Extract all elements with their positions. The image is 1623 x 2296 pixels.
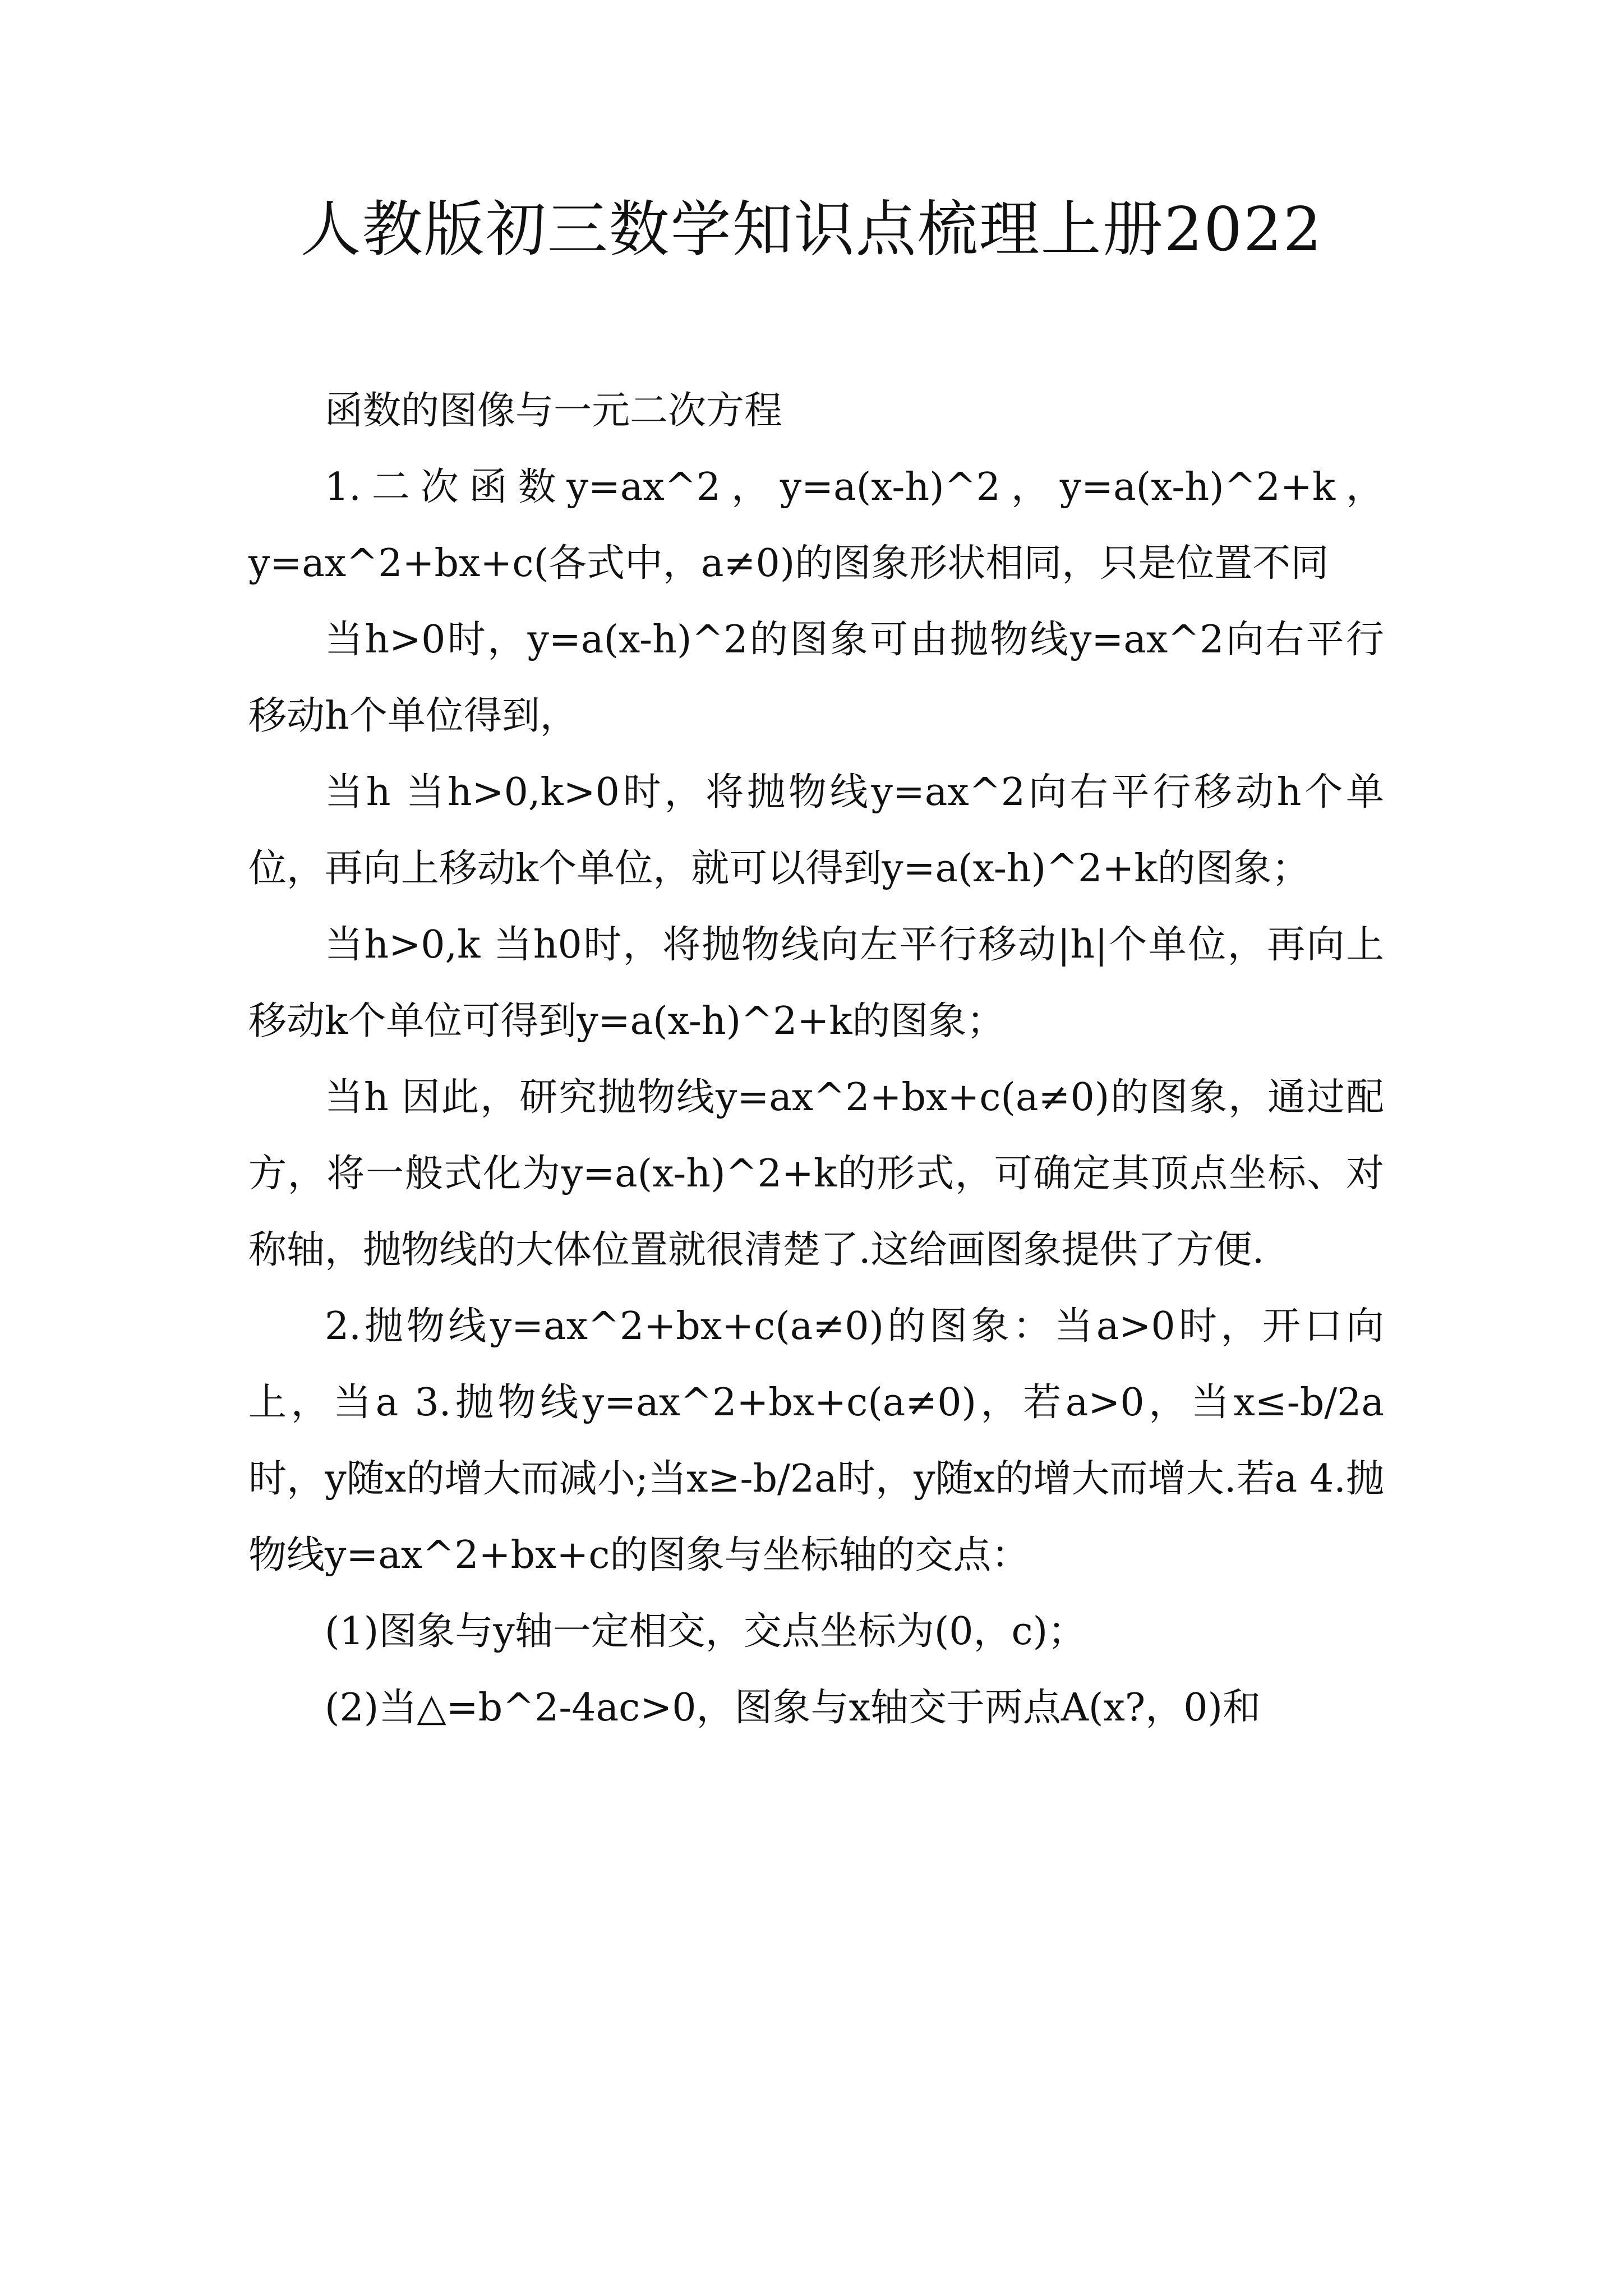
paragraph: (2)当△=b^2-4ac>0，图象与x轴交于两点A(x?，0)和 [325,1686,1261,1730]
paragraph: 当h 因此，研究抛物线y=ax^2+bx+c(a≠0)的图象，通过配方，将一般式化为y=a(x-h)^2+k的形式，可确定其顶点坐标、对称轴，抛物线的大体位置就很清楚了.这给画图象提供了方便. [248,1075,1384,1272]
document-body [248,373,1384,1746]
paragraph: (1)图象与y轴一定相交，交点坐标为(0，c)； [325,1609,1086,1654]
document-title: 人教版初三数学知识点梳理上册2022 [300,195,1323,265]
paragraph: 当h>0时，y=a(x-h)^2的图象可由抛物线y=ax^2向右平行移动h个单位得到， [248,618,1384,738]
section-heading: 函数的图像与一元二次方程 [325,389,783,433]
paragraph: 当h>0,k 当h0时，将抛物线向左平行移动|h|个单位，再向上移动k个单位可得到y=a(x-h)^2+k的图象； [248,923,1384,1043]
paragraph: 2.抛物线y=ax^2+bx+c(a≠0)的图象：当a>0时，开口向上，当a 3.抛物线y=ax^2+bx+c(a≠0)，若a>0，当x≤-b/2a时，y随x的增大而减小;当x≥-b/2a时，y随x的增大而增大.若a 4.抛物线y=ax^2+bx+c的图象与坐标轴的交点： [248,1304,1384,1577]
paragraph: 当h 当h>0,k>0时，将抛物线y=ax^2向右平行移动h个单位，再向上移动k个单位，就可以得到y=a(x-h)^2+k的图象； [248,770,1384,891]
paragraph: 1.二次函数y=ax^2，y=a(x-h)^2，y=a(x-h)^2+k，y=ax^2+bx+c(各式中，a≠0)的图象形状相同，只是位置不同 [248,465,1384,586]
